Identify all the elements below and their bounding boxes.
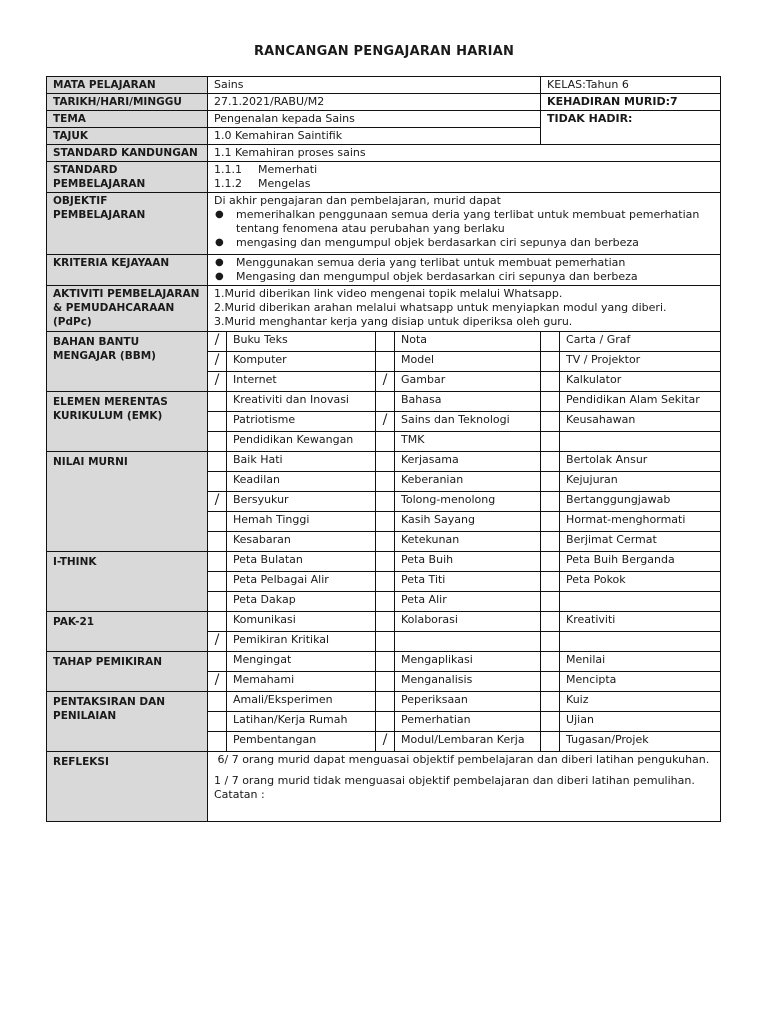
option-label: Peta Dakap xyxy=(227,592,376,612)
option-label: Kalkulator xyxy=(560,372,721,392)
option-label: Model xyxy=(395,352,541,372)
tick-box[interactable] xyxy=(541,332,560,352)
lesson-plan-table xyxy=(46,76,721,822)
value-objektif xyxy=(208,193,721,255)
tick-box[interactable]: / xyxy=(208,672,227,692)
option-label: Kolaborasi xyxy=(395,612,541,632)
tick-box[interactable] xyxy=(541,512,560,532)
option-label: Memahami xyxy=(227,672,376,692)
tick-box[interactable] xyxy=(208,532,227,552)
nilai-murni-row xyxy=(47,452,721,472)
tick-box[interactable] xyxy=(376,332,395,352)
label-nilai-murni: NILAI MURNI xyxy=(47,452,208,552)
row-tarikh xyxy=(47,94,721,111)
tick-box[interactable] xyxy=(376,432,395,452)
option-label: Peta Buih xyxy=(395,552,541,572)
option-label xyxy=(560,432,721,452)
value-kriteria xyxy=(208,255,721,286)
tick-box[interactable] xyxy=(541,532,560,552)
value-tema: Pengenalan kepada Sains xyxy=(208,111,541,128)
refleksi-line: 1 / 7 orang murid tidak menguasai objektif pembelajaran dan diberi latihan pemulihan. xyxy=(214,774,695,787)
label-refleksi: REFLEKSI xyxy=(47,752,208,822)
objektif-intro: Di akhir pengajaran dan pembelajaran, murid dapat xyxy=(214,194,501,207)
option-label: TV / Projektor xyxy=(560,352,721,372)
row-tema xyxy=(47,111,721,128)
option-label: Sains dan Teknologi xyxy=(395,412,541,432)
tick-box[interactable] xyxy=(541,372,560,392)
tick-box[interactable] xyxy=(541,492,560,512)
kriteria-bullet: ● Mengasing dan mengumpul objek berdasarkan ciri sepunya dan berbeza xyxy=(215,270,638,283)
sp-item: 1.1.2 Mengelas xyxy=(214,177,311,190)
tick-box[interactable] xyxy=(376,552,395,572)
option-label: Internet xyxy=(227,372,376,392)
option-label: Latihan/Kerja Rumah xyxy=(227,712,376,732)
option-label: Amali/Eksperimen xyxy=(227,692,376,712)
option-label: Pendidikan Alam Sekitar xyxy=(560,392,721,412)
tick-box[interactable] xyxy=(208,592,227,612)
option-label: Menganalisis xyxy=(395,672,541,692)
value-aktiviti xyxy=(208,286,721,332)
bullet-icon: ● xyxy=(215,209,224,220)
option-label: Peta Pelbagai Alir xyxy=(227,572,376,592)
row-mata-pelajaran xyxy=(47,77,721,94)
option-label: Bahasa xyxy=(395,392,541,412)
option-label xyxy=(395,632,541,652)
option-label: Gambar xyxy=(395,372,541,392)
label-emk: ELEMEN MERENTAS KURIKULUM (EMK) xyxy=(47,392,208,452)
tick-box[interactable] xyxy=(208,432,227,452)
tick-box[interactable] xyxy=(376,512,395,532)
tick-box[interactable] xyxy=(541,552,560,572)
label-objektif: OBJEKTIF PEMBELAJARAN xyxy=(47,193,208,255)
tick-box[interactable] xyxy=(208,552,227,572)
bbm-row xyxy=(47,332,721,352)
tick-box[interactable] xyxy=(541,452,560,472)
option-label: Kreativiti dan Inovasi xyxy=(227,392,376,412)
label-tarikh: TARIKH/HARI/MINGGU xyxy=(47,94,208,111)
option-label: Modul/Lembaran Kerja xyxy=(395,732,541,752)
tick-box[interactable] xyxy=(376,572,395,592)
label-bbm: BAHAN BANTU MENGAJAR (BBM) xyxy=(47,332,208,392)
option-label: Kreativiti xyxy=(560,612,721,632)
option-label: Mengingat xyxy=(227,652,376,672)
value-tajuk: 1.0 Kemahiran Saintifik xyxy=(208,128,541,145)
tick-box[interactable] xyxy=(376,392,395,412)
value-tarikh: 27.1.2021/RABU/M2 xyxy=(208,94,541,111)
tick-box[interactable] xyxy=(376,692,395,712)
tick-box[interactable] xyxy=(208,712,227,732)
tick-box[interactable] xyxy=(541,592,560,612)
tick-box[interactable] xyxy=(208,392,227,412)
option-label: Kesabaran xyxy=(227,532,376,552)
value-standard-kandungan: 1.1 Kemahiran proses sains xyxy=(208,145,721,162)
aktiviti-line: 2.Murid diberikan arahan melalui whatsapp untuk menyiapkan modul yang diberi. xyxy=(214,301,667,314)
label-mata-pelajaran: MATA PELAJARAN xyxy=(47,77,208,94)
option-label: TMK xyxy=(395,432,541,452)
tick-box[interactable] xyxy=(376,612,395,632)
label-tema: TEMA xyxy=(47,111,208,128)
tick-box[interactable] xyxy=(376,672,395,692)
option-label: Keadilan xyxy=(227,472,376,492)
tick-box[interactable]: / xyxy=(208,632,227,652)
option-label: Keberanian xyxy=(395,472,541,492)
tick-box[interactable] xyxy=(376,712,395,732)
tick-box[interactable] xyxy=(208,472,227,492)
bullet-icon: ● xyxy=(215,257,224,268)
pentaksiran-row xyxy=(47,692,721,712)
refleksi-catatan: Catatan : xyxy=(214,788,265,801)
tick-box[interactable] xyxy=(376,472,395,492)
tick-box[interactable]: / xyxy=(208,352,227,372)
tick-box[interactable] xyxy=(541,672,560,692)
option-label: Nota xyxy=(395,332,541,352)
row-kriteria xyxy=(47,255,721,286)
tick-box[interactable] xyxy=(376,592,395,612)
option-label: Tugasan/Projek xyxy=(560,732,721,752)
tick-box[interactable] xyxy=(541,472,560,492)
tick-box[interactable] xyxy=(208,652,227,672)
tick-box[interactable] xyxy=(376,632,395,652)
option-label: Mencipta xyxy=(560,672,721,692)
refleksi-line: 6/ 7 orang murid dapat menguasai objektif pembelajaran dan diberi latihan pengukuhan. xyxy=(214,753,710,766)
tick-box[interactable] xyxy=(208,692,227,712)
label-kriteria: KRITERIA KEJAYAAN xyxy=(47,255,208,286)
tick-box[interactable]: / xyxy=(376,412,395,432)
i-think-row xyxy=(47,552,721,572)
value-kehadiran: KEHADIRAN MURID:7 xyxy=(541,94,721,111)
bullet-icon: ● xyxy=(215,271,224,282)
option-label: Kejujuran xyxy=(560,472,721,492)
pak-21-row xyxy=(47,612,721,632)
tick-box[interactable]: / xyxy=(376,372,395,392)
tick-box[interactable] xyxy=(208,412,227,432)
sp-item: 1.1.1 Memerhati xyxy=(214,163,318,176)
row-standard-pembelajaran xyxy=(47,162,721,193)
tick-box[interactable] xyxy=(541,692,560,712)
option-label: Pendidikan Kewangan xyxy=(227,432,376,452)
tick-box[interactable]: / xyxy=(208,332,227,352)
label-i-think: I-THINK xyxy=(47,552,208,612)
tick-box[interactable] xyxy=(541,732,560,752)
option-label: Ujian xyxy=(560,712,721,732)
bullet-icon: ● xyxy=(215,237,224,248)
value-tidak-hadir: TIDAK HADIR: xyxy=(541,111,721,145)
option-label: Komputer xyxy=(227,352,376,372)
option-label: Kasih Sayang xyxy=(395,512,541,532)
option-label: Ketekunan xyxy=(395,532,541,552)
label-standard-pembelajaran: STANDARD PEMBELAJARAN xyxy=(47,162,208,193)
value-kelas: KELAS:Tahun 6 xyxy=(541,77,721,94)
tick-box[interactable]: / xyxy=(208,372,227,392)
tick-box[interactable] xyxy=(541,392,560,412)
row-standard-kandungan xyxy=(47,145,721,162)
option-label: Bertanggungjawab xyxy=(560,492,721,512)
tick-box[interactable] xyxy=(208,572,227,592)
option-label: Peta Pokok xyxy=(560,572,721,592)
option-label: Mengaplikasi xyxy=(395,652,541,672)
objektif-bullet: ● memerihalkan penggunaan semua deria yang terlibat untuk membuat pemerhatian xyxy=(215,208,700,221)
option-label xyxy=(560,632,721,652)
tick-box[interactable] xyxy=(208,612,227,632)
page-title: RANCANGAN PENGAJARAN HARIAN xyxy=(253,44,515,59)
option-label: Patriotisme xyxy=(227,412,376,432)
option-label: Kerjasama xyxy=(395,452,541,472)
option-label: Carta / Graf xyxy=(560,332,721,352)
option-label: Keusahawan xyxy=(560,412,721,432)
tick-box[interactable] xyxy=(541,632,560,652)
option-label: Hemah Tinggi xyxy=(227,512,376,532)
option-label: Peta Bulatan xyxy=(227,552,376,572)
label-aktiviti: AKTIVITI PEMBELAJARAN & PEMUDAHCARAAN (PdPc) xyxy=(47,286,208,332)
option-label: Peperiksaan xyxy=(395,692,541,712)
objektif-bullet: ● mengasing dan mengumpul objek berdasarkan ciri sepunya dan berbeza xyxy=(215,236,639,249)
tick-box[interactable] xyxy=(376,352,395,372)
tick-box[interactable] xyxy=(541,712,560,732)
label-tajuk: TAJUK xyxy=(47,128,208,145)
tick-box[interactable] xyxy=(541,412,560,432)
value-refleksi xyxy=(208,752,721,822)
option-label: Baik Hati xyxy=(227,452,376,472)
option-label: Hormat-menghormati xyxy=(560,512,721,532)
aktiviti-line: 1.Murid diberikan link video mengenai topik melalui Whatsapp. xyxy=(214,287,563,300)
value-mata-pelajaran: Sains xyxy=(208,77,541,94)
option-label: Berjimat Cermat xyxy=(560,532,721,552)
option-label: Pemerhatian xyxy=(395,712,541,732)
row-refleksi xyxy=(47,752,721,822)
tick-box[interactable] xyxy=(208,732,227,752)
option-label: Peta Titi xyxy=(395,572,541,592)
option-label: Buku Teks xyxy=(227,332,376,352)
label-pak-21: PAK-21 xyxy=(47,612,208,652)
label-standard-kandungan: STANDARD KANDUNGAN xyxy=(47,145,208,162)
tick-box[interactable] xyxy=(541,612,560,632)
tick-box[interactable]: / xyxy=(376,732,395,752)
aktiviti-line: 3.Murid menghantar kerja yang disiap untuk diperiksa oleh guru. xyxy=(214,315,573,328)
row-aktiviti xyxy=(47,286,721,332)
value-standard-pembelajaran xyxy=(208,162,721,193)
option-label: Kuiz xyxy=(560,692,721,712)
label-pentaksiran: PENTAKSIRAN DAN PENILAIAN xyxy=(47,692,208,752)
tick-box[interactable] xyxy=(208,512,227,532)
tick-box[interactable] xyxy=(541,572,560,592)
tahap-pemikiran-row xyxy=(47,652,721,672)
tick-box[interactable] xyxy=(376,652,395,672)
tick-box[interactable] xyxy=(541,352,560,372)
tick-box[interactable] xyxy=(376,452,395,472)
option-label xyxy=(560,592,721,612)
tick-box[interactable] xyxy=(376,492,395,512)
objektif-bullet-continued: tentang fenomena atau perubahan yang berlaku xyxy=(236,222,505,235)
option-label: Menilai xyxy=(560,652,721,672)
row-objektif xyxy=(47,193,721,255)
option-label: Bersyukur xyxy=(227,492,376,512)
option-label: Peta Buih Berganda xyxy=(560,552,721,572)
tick-box[interactable] xyxy=(208,452,227,472)
tick-box[interactable] xyxy=(541,652,560,672)
tick-box[interactable] xyxy=(376,532,395,552)
tick-box[interactable]: / xyxy=(208,492,227,512)
option-label: Bertolak Ansur xyxy=(560,452,721,472)
tick-box[interactable] xyxy=(541,432,560,452)
emk-row xyxy=(47,392,721,412)
option-label: Peta Alir xyxy=(395,592,541,612)
kriteria-bullet: ● Menggunakan semua deria yang terlibat untuk membuat pemerhatian xyxy=(215,256,626,269)
label-tahap-pemikiran: TAHAP PEMIKIRAN xyxy=(47,652,208,692)
option-label: Pemikiran Kritikal xyxy=(227,632,376,652)
option-label: Komunikasi xyxy=(227,612,376,632)
option-label: Tolong-menolong xyxy=(395,492,541,512)
option-label: Pembentangan xyxy=(227,732,376,752)
